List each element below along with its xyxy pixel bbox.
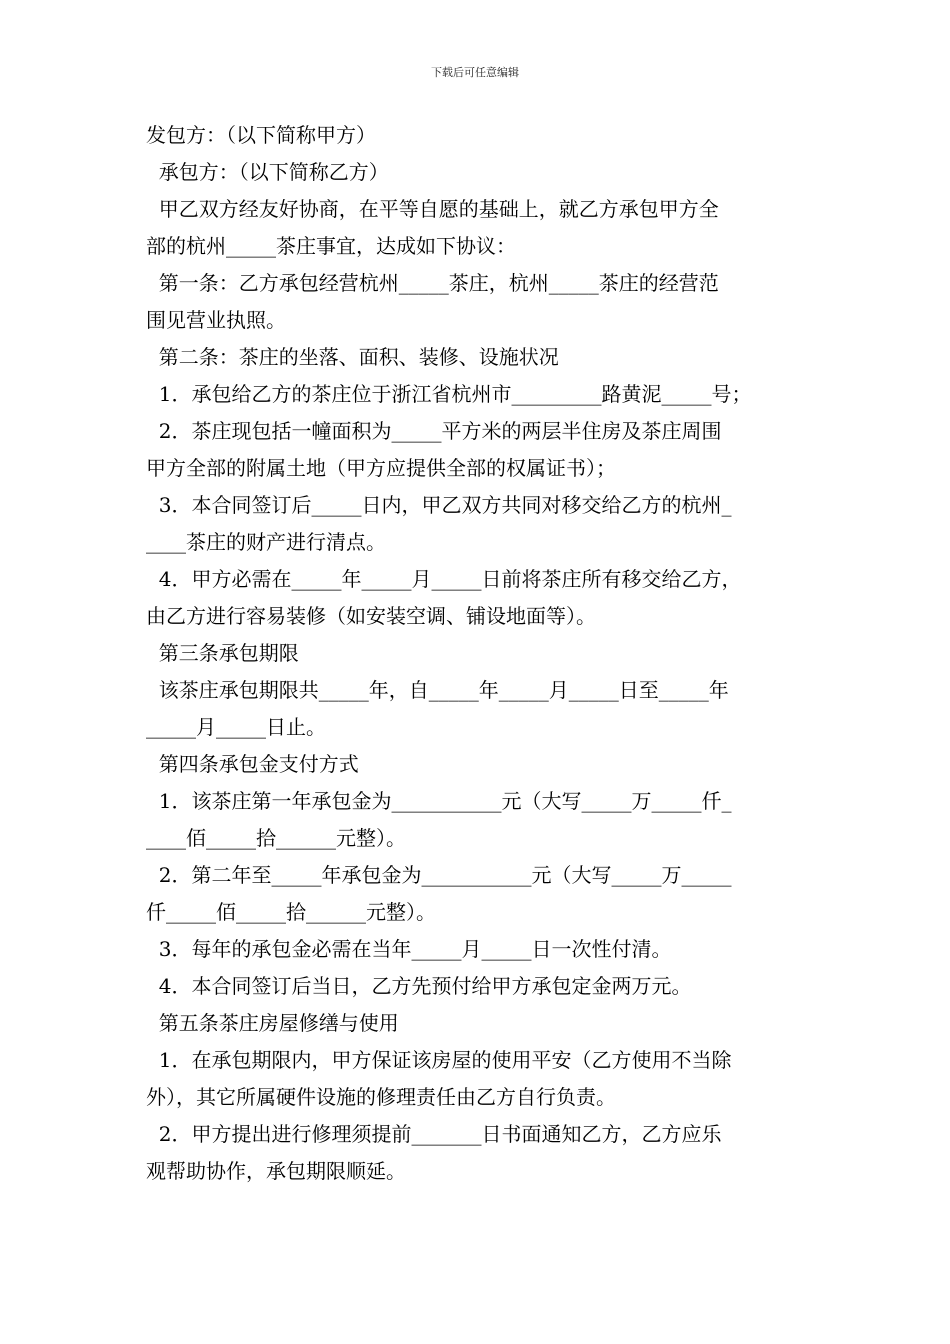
contract-line: 甲乙双方经友好协商，在平等自愿的基础上，就乙方承包甲方全 [146,197,719,221]
contract-line: 由乙方进行容易装修（如安装空调、铺设地面等）。 [146,604,596,628]
contract-line: 2．第二年至_____年承包金为___________元（大写_____万_____ [146,863,732,887]
contract-line: 3．每年的承包金必需在当年_____月_____日一次性付清。 [146,937,672,961]
page-header-note: 下载后可任意编辑 [431,66,519,79]
contract-line: 部的杭州_____茶庄事宜，达成如下协议： [146,234,516,258]
contract-line: 仟_____佰_____拾______元整）。 [146,900,436,924]
contract-line: 第一条：乙方承包经营杭州_____茶庄，杭州_____茶庄的经营范 [146,271,719,295]
contract-line: 围见营业执照。 [146,308,286,332]
contract-line: 第四条承包金支付方式 [146,752,359,776]
contract-line: 该茶庄承包期限共_____年，自_____年_____月_____日至_____年 [146,678,729,702]
contract-line: 2．茶庄现包括一幢面积为_____平方米的两层半住房及茶庄周围 [146,419,722,443]
contract-line: 1．承包给乙方的茶庄位于浙江省杭州市_________路黄泥_____号； [146,382,752,406]
contract-line: 4．甲方必需在_____年_____月_____日前将茶庄所有移交给乙方， [146,567,742,591]
contract-line: 4．本合同签订后当日，乙方先预付给甲方承包定金两万元。 [146,974,692,998]
contract-line: 第三条承包期限 [146,641,299,665]
contract-line: 1．该茶庄第一年承包金为___________元（大写_____万_____仟_ [146,789,732,813]
contract-body [146,117,826,1190]
contract-line: 甲方全部的附属土地（甲方应提供全部的权属证书）； [146,456,616,480]
contract-line: ____佰_____拾______元整）。 [146,826,406,850]
contract-line: ____茶庄的财产进行清点。 [146,530,386,554]
contract-line: 发包方：（以下简称甲方） [146,123,376,147]
contract-line: 第五条茶庄房屋修缮与使用 [146,1011,399,1035]
contract-line: 第二条：茶庄的坐落、面积、装修、设施状况 [146,345,559,369]
contract-line: 外），其它所属硬件设施的修理责任由乙方自行负责。 [146,1085,616,1109]
contract-line: 3．本合同签订后_____日内，甲乙双方共同对移交给乙方的杭州_ [146,493,732,517]
contract-line: _____月_____日止。 [146,715,326,739]
contract-line: 观帮助协作，承包期限顺延。 [146,1159,406,1183]
contract-line: 承包方：（以下简称乙方） [146,160,389,184]
contract-line: 1．在承包期限内，甲方保证该房屋的使用平安（乙方使用不当除 [146,1048,732,1072]
contract-line: 2．甲方提出进行修理须提前_______日书面通知乙方，乙方应乐 [146,1122,722,1146]
